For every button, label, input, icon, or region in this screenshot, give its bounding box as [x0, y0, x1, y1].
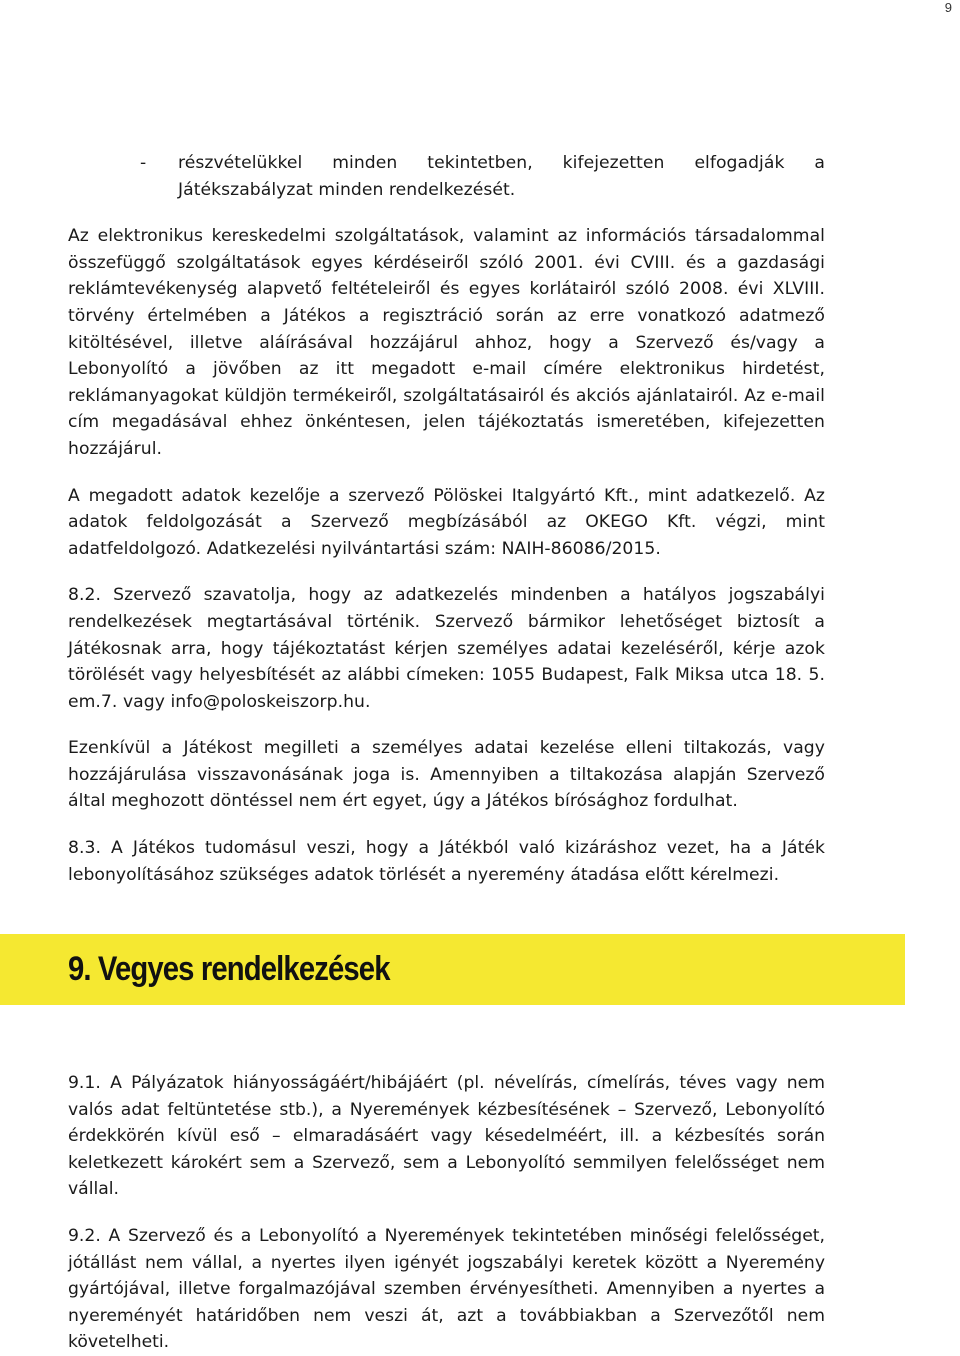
paragraph-8-3: 8.3. A Játékos tudomásul veszi, hogy a Játékból való kizáráshoz vezet, ha a Játék lebonyolításához szükséges adatok törlését a nyeremény átadása előtt kérelmezi. — [68, 838, 825, 885]
bullet-dash: - — [140, 153, 147, 173]
document-body — [68, 150, 825, 888]
paragraph-9-2: 9.2. A Szervező és a Lebonyolító a Nyeremények tekintetében minőségi felelősséget, jótállást nem vállal, a nyertes ilyen igényét jogszabályi keretek között a Nyeremény gyártójával, illetve forgalmazójával szemben érvényesítheti. Amennyiben a nyertes a nyereményét határidőben nem veszi át, azt a továbbiakban a Szervezőtől nem követelheti. — [68, 1225, 825, 1353]
paragraph-consent: Az elektronikus kereskedelmi szolgáltatások, valamint az információs társadalommal összefüggő szolgáltatások egyes kérdéseiről szóló 2001. évi CVIII. és a gazdasági reklámtevékenység alapvető feltételeiről és egyes korlátairól szóló 2008. évi XLVIII. törvény értelmében a Játékos a regisztráció során az erre vonatkozó adatmező kitöltésével, illetve aláírásával hozzájárul ahhoz, hogy a Szervező és/vagy a Lebonyolító a jövőben az itt megadott e-mail címére elektronikus hirdetést, reklámanyagokat küldjön termékeiről, szolgáltatásairól és akciós ajánlatairól. Az e-mail cím megadásával ehhez önkéntesen, jelen tájékoztatás ismeretében, kifejezetten hozzájárul. — [68, 226, 825, 459]
paragraph-data-controller: A megadott adatok kezelője a szervező Pölöskei Italgyártó Kft., mint adatkezelő. Az adatok feldolgozását a Szervező megbízásából az OKEGO Kft. végzi, mint adatfeldolgozó. Adatkezelési nyilvántartási szám: NAIH-86086/2015. — [68, 485, 825, 559]
page-number: 9 — [944, 0, 952, 15]
section-title: 9. Vegyes rendelkezések — [68, 950, 390, 988]
bullet-item — [68, 150, 825, 203]
section-body — [68, 1070, 825, 1356]
bullet-text: részvételükkel minden tekintetben, kifejezetten elfogadják a Játékszabályzat minden rendelkezését. — [178, 153, 825, 200]
paragraph-objection-right: Ezenkívül a Játékost megilleti a személyes adatai kezelése elleni tiltakozás, vagy hozzájárulása visszavonásának joga is. Amennyiben a tiltakozása alapján Szervező által meghozott döntéssel nem ért egyet, úgy a Játékos bírósághoz fordulhat. — [68, 738, 825, 812]
paragraph-9-1: 9.1. A Pályázatok hiányosságáért/hibájáért (pl. névelírás, címelírás, téves vagy nem valós adat feltüntetése stb.), a Nyeremények kézbesítésének – Szervező, Lebonyolító érdekkörén kívül eső – elmaradásáért vagy késedelméért, ill. a kézbesítés során keletkezett károkért sem a Szervező, sem a Lebonyolító semmilyen felelősséget nem vállal. — [68, 1073, 825, 1200]
paragraph-8-2: 8.2. Szervező szavatolja, hogy az adatkezelés mindenben a hatályos jogszabályi rendelkezések megtartásával történik. Szervező bármikor lehetőséget biztosít a Játékosnak arra, hogy tájékoztatást kérjen személyes adatai kezeléséről, kérje azok törölését vagy helyesbítését az alábbi címeken: 1055 Budapest, Falk Miksa utca 18. 5. em.7. vagy info@poloskeiszorp.hu. — [68, 585, 825, 712]
